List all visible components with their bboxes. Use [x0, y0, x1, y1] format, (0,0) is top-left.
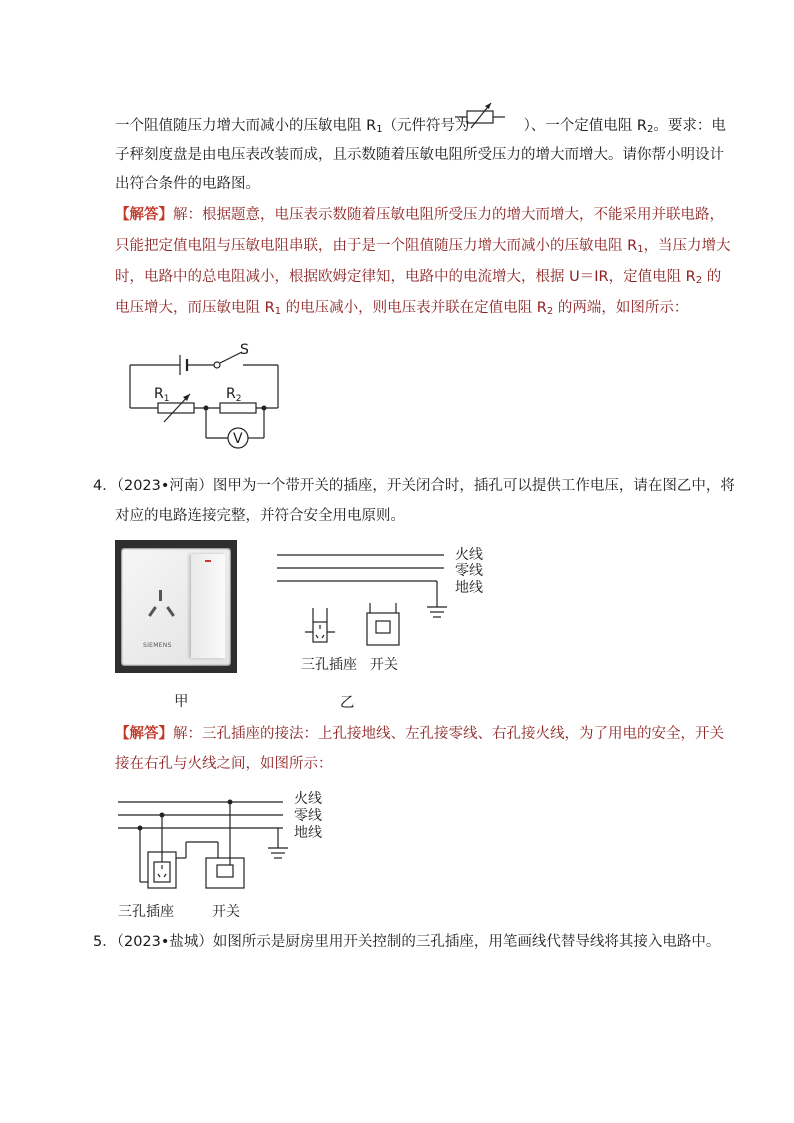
- junction-dot: [204, 406, 209, 411]
- varistor-symbol-icon: [455, 100, 505, 134]
- switch-label: 开关: [370, 657, 398, 673]
- q3-line2: 子秤刻度盘是由电压表改装而成，且示数随着压敏电阻所受压力的增大而增大。请你帮小明设计: [115, 147, 724, 163]
- junction-dot: [160, 813, 165, 818]
- brand-text: SIEMENS: [143, 642, 172, 649]
- wire-ground-label: 地线: [294, 825, 322, 841]
- r1-label: $R_1$: [154, 386, 170, 404]
- q3-answer-line1: 【解答】解：根据题意，电压表示数随着压敏电阻所受压力的增大而增大，不能采用并联电路，: [115, 207, 724, 223]
- socket-photo: [115, 540, 237, 673]
- label-yi: 乙: [340, 695, 355, 711]
- q4-answer-line2: 接在右孔与火线之间，如图所示：: [115, 756, 333, 772]
- answer-tag: 【解答】: [115, 726, 173, 742]
- q3-line1: 一个阻值随压力增大而减小的压敏电阻 $R_1$（元件符号为 ）、一个定值电阻 $R_2$。要求：电: [115, 118, 726, 135]
- q4-answer-line1: 【解答】解：三孔插座的接法：上孔接地线、左孔接零线、右孔接火线，为了用电的安全，开关: [115, 726, 724, 742]
- q3-line3: 出符合条件的电路图。: [115, 176, 260, 192]
- q4-text-line2: 对应的电路连接完整，并符合安全用电原则。: [115, 508, 405, 524]
- socket-face-icon: [125, 554, 189, 658]
- series-circuit-diagram: [130, 340, 310, 450]
- q4-text-line1: 4．（2023•河南）图甲为一个带开关的插座，开关闭合时，插孔可以提供工作电压，请在图乙中，将: [93, 478, 735, 494]
- junction-dot: [138, 826, 143, 831]
- socket-label: 三孔插座: [301, 657, 357, 673]
- junction-dot: [262, 406, 267, 411]
- wire-live-label: 火线: [294, 791, 322, 807]
- wire-neutral-label: 零线: [455, 563, 483, 579]
- wire-neutral-label: 零线: [294, 808, 322, 824]
- q5-text: 5．（2023•盐城）如图所示是厨房里用开关控制的三孔插座，用笔画线代替导线将其接入电路中。: [93, 934, 721, 950]
- label-jia: 甲: [174, 694, 189, 710]
- q3-answer-line3: 时，电路中的总电阻减小，根据欧姆定律知，电路中的电流增大，根据 U＝IR，定值电阻 $R_2$ 的: [115, 269, 722, 286]
- r2-label: $R_2$: [226, 386, 242, 404]
- wiring-answer-diagram: [118, 790, 358, 920]
- q3-answer-line4: 电压增大，而压敏电阻 $R_1$ 的电压减小，则电压表并联在定值电阻 $R_2$ 的两端，如图所示：: [115, 300, 689, 317]
- switch-label: 开关: [212, 904, 240, 920]
- q3-answer-line2: 只能把定值电阻与压敏电阻串联，由于是一个阻值随压力增大而减小的压敏电阻 $R_1$，当压力增大: [115, 238, 731, 255]
- rocker-switch-icon: [191, 554, 225, 658]
- answer-tag: 【解答】: [115, 207, 173, 223]
- junction-dot: [228, 800, 233, 805]
- socket-label: 三孔插座: [118, 904, 174, 920]
- switch-label: S: [240, 342, 249, 358]
- wiring-problem-diagram: [277, 545, 517, 675]
- voltmeter-label: V: [233, 431, 243, 447]
- wire-ground-label: 地线: [455, 580, 483, 596]
- wire-live-label: 火线: [455, 547, 483, 563]
